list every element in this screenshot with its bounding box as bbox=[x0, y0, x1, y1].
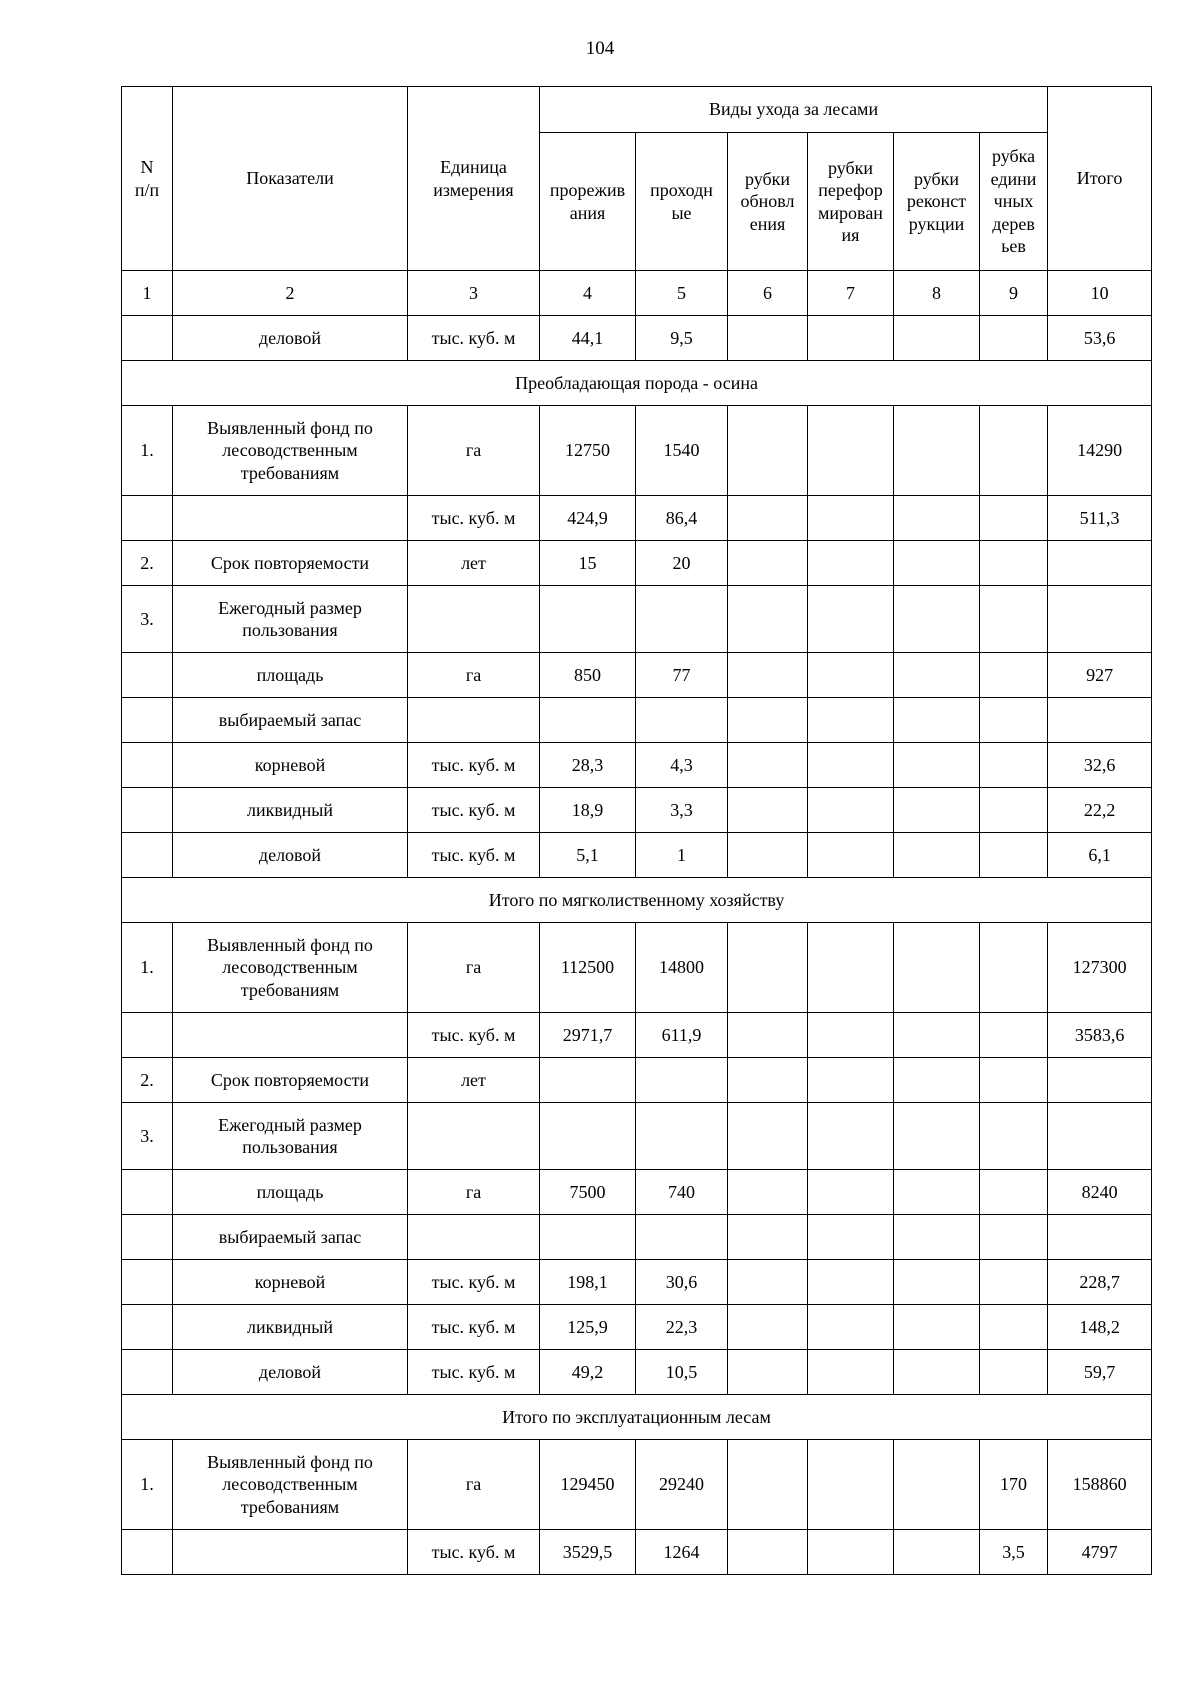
table-row bbox=[122, 833, 1152, 878]
table-row bbox=[122, 316, 1152, 361]
table-cell bbox=[122, 788, 173, 833]
table-cell bbox=[808, 1170, 894, 1215]
table-cell: корневой bbox=[173, 743, 408, 788]
table-row bbox=[122, 1350, 1152, 1395]
col-number: 7 bbox=[808, 271, 894, 316]
table-cell: 5,1 bbox=[540, 833, 636, 878]
table-cell bbox=[728, 923, 808, 1013]
table-cell: 3,3 bbox=[636, 788, 728, 833]
table-cell: тыс. куб. м bbox=[408, 1013, 540, 1058]
table-row bbox=[122, 1530, 1152, 1575]
table-cell bbox=[728, 541, 808, 586]
table-cell bbox=[894, 496, 980, 541]
table-cell bbox=[808, 1530, 894, 1575]
table-cell: ликвидный bbox=[173, 788, 408, 833]
table-cell bbox=[728, 1440, 808, 1530]
table-cell: 424,9 bbox=[540, 496, 636, 541]
table-cell: 28,3 bbox=[540, 743, 636, 788]
table-cell bbox=[980, 1013, 1048, 1058]
header-renewal: рубки обновл ения bbox=[728, 133, 808, 271]
table-cell: 4797 bbox=[1048, 1530, 1152, 1575]
table-cell: ликвидный bbox=[173, 1305, 408, 1350]
table-cell bbox=[980, 653, 1048, 698]
table-cell bbox=[540, 1215, 636, 1260]
table-cell bbox=[408, 586, 540, 653]
table-row bbox=[122, 586, 1152, 653]
table-cell: Выявленный фонд по лесоводственным требованиям bbox=[173, 923, 408, 1013]
table-cell bbox=[894, 1103, 980, 1170]
table-cell: 32,6 bbox=[1048, 743, 1152, 788]
table-cell: корневой bbox=[173, 1260, 408, 1305]
table-cell: деловой bbox=[173, 833, 408, 878]
section-title: Итого по мягколиственному хозяйству bbox=[122, 878, 1152, 923]
table-cell bbox=[894, 833, 980, 878]
table-cell: 1 bbox=[636, 833, 728, 878]
header-passage: проходн ые bbox=[636, 133, 728, 271]
table-cell: 10,5 bbox=[636, 1350, 728, 1395]
table-cell bbox=[808, 586, 894, 653]
table-cell: Срок повторяемости bbox=[173, 541, 408, 586]
table-row bbox=[122, 496, 1152, 541]
table-cell bbox=[728, 1215, 808, 1260]
col-number: 5 bbox=[636, 271, 728, 316]
page-number: 104 bbox=[585, 38, 615, 59]
col-number: 9 bbox=[980, 271, 1048, 316]
table-cell: 129450 bbox=[540, 1440, 636, 1530]
table-cell: Ежегодный размер пользования bbox=[173, 1103, 408, 1170]
table-cell bbox=[408, 1103, 540, 1170]
col-number: 3 bbox=[408, 271, 540, 316]
table-cell: 1264 bbox=[636, 1530, 728, 1575]
table-cell bbox=[894, 1260, 980, 1305]
col-number: 4 bbox=[540, 271, 636, 316]
table-cell: га bbox=[408, 406, 540, 496]
table-cell bbox=[894, 406, 980, 496]
table-cell bbox=[894, 541, 980, 586]
table-cell: площадь bbox=[173, 1170, 408, 1215]
table-cell: 59,7 bbox=[1048, 1350, 1152, 1395]
table-row bbox=[122, 1440, 1152, 1530]
table-cell bbox=[540, 1103, 636, 1170]
table-cell: 850 bbox=[540, 653, 636, 698]
col-number: 6 bbox=[728, 271, 808, 316]
table-cell: 86,4 bbox=[636, 496, 728, 541]
table-cell: 29240 bbox=[636, 1440, 728, 1530]
table-cell bbox=[894, 698, 980, 743]
table-cell: 77 bbox=[636, 653, 728, 698]
table-cell: 14800 bbox=[636, 923, 728, 1013]
table-cell bbox=[980, 1350, 1048, 1395]
table-cell bbox=[728, 496, 808, 541]
table-cell bbox=[728, 1058, 808, 1103]
table-cell bbox=[728, 1103, 808, 1170]
table-cell bbox=[980, 316, 1048, 361]
table-cell: га bbox=[408, 1170, 540, 1215]
table-cell bbox=[122, 833, 173, 878]
table-cell: 3. bbox=[122, 586, 173, 653]
table-cell: тыс. куб. м bbox=[408, 743, 540, 788]
table-cell bbox=[728, 1260, 808, 1305]
table-cell bbox=[1048, 1058, 1152, 1103]
table-cell bbox=[808, 653, 894, 698]
table-cell bbox=[122, 316, 173, 361]
table-row bbox=[122, 1013, 1152, 1058]
table-cell bbox=[122, 1170, 173, 1215]
table-cell: 53,6 bbox=[1048, 316, 1152, 361]
table-cell: 18,9 bbox=[540, 788, 636, 833]
table-cell: тыс. куб. м bbox=[408, 1260, 540, 1305]
table-cell bbox=[728, 1305, 808, 1350]
table-cell: 740 bbox=[636, 1170, 728, 1215]
table-cell bbox=[980, 1260, 1048, 1305]
table-cell bbox=[808, 1305, 894, 1350]
table-cell bbox=[728, 743, 808, 788]
table-row bbox=[122, 743, 1152, 788]
table-row bbox=[122, 1170, 1152, 1215]
table-cell bbox=[808, 541, 894, 586]
table-cell: 2. bbox=[122, 541, 173, 586]
table-cell bbox=[540, 1058, 636, 1103]
table-cell bbox=[894, 1350, 980, 1395]
table-cell bbox=[808, 1440, 894, 1530]
table-cell: деловой bbox=[173, 316, 408, 361]
table-cell: 1. bbox=[122, 406, 173, 496]
section-row bbox=[122, 361, 1152, 406]
col-number: 10 bbox=[1048, 271, 1152, 316]
table-cell bbox=[980, 1058, 1048, 1103]
table-cell: тыс. куб. м bbox=[408, 496, 540, 541]
table-cell bbox=[122, 1305, 173, 1350]
section-row bbox=[122, 878, 1152, 923]
section-title: Итого по эксплуатационным лесам bbox=[122, 1395, 1152, 1440]
table-cell bbox=[122, 1013, 173, 1058]
table-cell bbox=[728, 1350, 808, 1395]
table-cell bbox=[894, 586, 980, 653]
table-cell bbox=[1048, 541, 1152, 586]
table-cell: деловой bbox=[173, 1350, 408, 1395]
table-cell bbox=[808, 1103, 894, 1170]
table-cell: выбираемый запас bbox=[173, 1215, 408, 1260]
table-cell bbox=[122, 1215, 173, 1260]
table-cell: Ежегодный размер пользования bbox=[173, 586, 408, 653]
table-cell bbox=[636, 698, 728, 743]
table-cell: 2. bbox=[122, 1058, 173, 1103]
table-cell: 49,2 bbox=[540, 1350, 636, 1395]
table-cell bbox=[808, 1058, 894, 1103]
table-cell bbox=[894, 923, 980, 1013]
table-cell: 3529,5 bbox=[540, 1530, 636, 1575]
table-cell: 198,1 bbox=[540, 1260, 636, 1305]
table-row bbox=[122, 1058, 1152, 1103]
table-cell bbox=[980, 923, 1048, 1013]
table-row bbox=[122, 406, 1152, 496]
table-cell: 3583,6 bbox=[1048, 1013, 1152, 1058]
table-row bbox=[122, 1260, 1152, 1305]
header-reformation: рубки перефор мирован ия bbox=[808, 133, 894, 271]
table-cell bbox=[1048, 1103, 1152, 1170]
table-cell bbox=[980, 833, 1048, 878]
table-cell bbox=[540, 586, 636, 653]
table-cell bbox=[894, 653, 980, 698]
table-cell: 20 bbox=[636, 541, 728, 586]
table-cell: тыс. куб. м bbox=[408, 833, 540, 878]
table-cell: 1540 bbox=[636, 406, 728, 496]
table-cell bbox=[980, 406, 1048, 496]
table-cell bbox=[980, 1103, 1048, 1170]
table-cell: 112500 bbox=[540, 923, 636, 1013]
table-cell: Выявленный фонд по лесоводственным требованиям bbox=[173, 406, 408, 496]
table-cell bbox=[980, 788, 1048, 833]
table-cell bbox=[408, 698, 540, 743]
table-cell: 3,5 bbox=[980, 1530, 1048, 1575]
table-cell: 148,2 bbox=[1048, 1305, 1152, 1350]
table-cell: 127300 bbox=[1048, 923, 1152, 1013]
table-cell: площадь bbox=[173, 653, 408, 698]
table-cell: 2971,7 bbox=[540, 1013, 636, 1058]
table-cell: 611,9 bbox=[636, 1013, 728, 1058]
header-total: Итого bbox=[1048, 87, 1152, 271]
table-cell: тыс. куб. м bbox=[408, 1305, 540, 1350]
table-cell: лет bbox=[408, 541, 540, 586]
table-cell: 158860 bbox=[1048, 1440, 1152, 1530]
section-row bbox=[122, 1395, 1152, 1440]
table-cell: Срок повторяемости bbox=[173, 1058, 408, 1103]
table-cell bbox=[808, 788, 894, 833]
table-cell bbox=[894, 1058, 980, 1103]
table-cell: 1. bbox=[122, 923, 173, 1013]
table-cell: га bbox=[408, 923, 540, 1013]
table-cell bbox=[173, 1013, 408, 1058]
header-indicators: Показатели bbox=[173, 87, 408, 271]
header-thinning: прорежив ания bbox=[540, 133, 636, 271]
table-cell bbox=[980, 1170, 1048, 1215]
table-cell bbox=[728, 1170, 808, 1215]
table-cell bbox=[728, 698, 808, 743]
table-cell bbox=[980, 1305, 1048, 1350]
table-cell: 7500 bbox=[540, 1170, 636, 1215]
table-cell: тыс. куб. м bbox=[408, 788, 540, 833]
table-cell bbox=[1048, 1215, 1152, 1260]
header-num: N п/п bbox=[122, 87, 173, 271]
table-cell bbox=[894, 1440, 980, 1530]
table-cell bbox=[122, 653, 173, 698]
table-cell: 12750 bbox=[540, 406, 636, 496]
table-cell: 14290 bbox=[1048, 406, 1152, 496]
section-title: Преобладающая порода - осина bbox=[122, 361, 1152, 406]
table-cell bbox=[728, 653, 808, 698]
table-cell: выбираемый запас bbox=[173, 698, 408, 743]
table-cell bbox=[1048, 698, 1152, 743]
table-cell bbox=[728, 1530, 808, 1575]
table-cell bbox=[728, 586, 808, 653]
table-cell: 511,3 bbox=[1048, 496, 1152, 541]
table-cell bbox=[808, 833, 894, 878]
table-cell bbox=[173, 1530, 408, 1575]
table-cell: лет bbox=[408, 1058, 540, 1103]
table-cell: 15 bbox=[540, 541, 636, 586]
table-row bbox=[122, 788, 1152, 833]
table-cell bbox=[894, 1170, 980, 1215]
table-cell bbox=[980, 1215, 1048, 1260]
table-cell bbox=[808, 1350, 894, 1395]
table-cell: 9,5 bbox=[636, 316, 728, 361]
table-cell bbox=[728, 788, 808, 833]
table-cell: тыс. куб. м bbox=[408, 1350, 540, 1395]
table-cell bbox=[122, 1350, 173, 1395]
table-cell bbox=[980, 496, 1048, 541]
table-cell bbox=[894, 316, 980, 361]
table-cell bbox=[636, 1058, 728, 1103]
table-cell bbox=[122, 1260, 173, 1305]
table-cell bbox=[808, 1013, 894, 1058]
table-cell bbox=[636, 1103, 728, 1170]
col-number: 8 bbox=[894, 271, 980, 316]
table-cell bbox=[808, 406, 894, 496]
table-cell: га bbox=[408, 653, 540, 698]
header-single-trees: рубка едини чных дерев ьев bbox=[980, 133, 1048, 271]
table-cell bbox=[808, 698, 894, 743]
table-cell bbox=[894, 1013, 980, 1058]
table-cell: 22,3 bbox=[636, 1305, 728, 1350]
table-cell bbox=[540, 698, 636, 743]
table-cell bbox=[122, 698, 173, 743]
header-reconstruction: рубки реконст рукции bbox=[894, 133, 980, 271]
table-cell bbox=[728, 1013, 808, 1058]
table-cell bbox=[808, 496, 894, 541]
table-cell bbox=[728, 316, 808, 361]
table-cell bbox=[980, 541, 1048, 586]
table-cell: 6,1 bbox=[1048, 833, 1152, 878]
table-row bbox=[122, 653, 1152, 698]
table-cell bbox=[728, 406, 808, 496]
table-cell bbox=[1048, 586, 1152, 653]
table-cell: 3. bbox=[122, 1103, 173, 1170]
table-cell bbox=[980, 743, 1048, 788]
table-cell: тыс. куб. м bbox=[408, 316, 540, 361]
table-cell bbox=[808, 743, 894, 788]
table-cell bbox=[636, 1215, 728, 1260]
table-cell: 170 bbox=[980, 1440, 1048, 1530]
table-cell: Выявленный фонд по лесоводственным требованиям bbox=[173, 1440, 408, 1530]
table-cell bbox=[122, 496, 173, 541]
header-unit: Единица измерения bbox=[408, 87, 540, 271]
table-cell bbox=[980, 698, 1048, 743]
table-cell: 927 bbox=[1048, 653, 1152, 698]
table-cell bbox=[636, 586, 728, 653]
table-cell: 4,3 bbox=[636, 743, 728, 788]
table-cell: 8240 bbox=[1048, 1170, 1152, 1215]
table-cell: тыс. куб. м bbox=[408, 1530, 540, 1575]
table-cell: 44,1 bbox=[540, 316, 636, 361]
table-cell bbox=[894, 1215, 980, 1260]
table-cell bbox=[808, 1260, 894, 1305]
table-cell bbox=[408, 1215, 540, 1260]
table-cell: 30,6 bbox=[636, 1260, 728, 1305]
table-row bbox=[122, 541, 1152, 586]
table-cell bbox=[894, 788, 980, 833]
header-care-types: Виды ухода за лесами bbox=[540, 87, 1048, 133]
table-cell bbox=[728, 833, 808, 878]
col-number: 1 bbox=[122, 271, 173, 316]
table-cell bbox=[894, 1530, 980, 1575]
table-cell bbox=[122, 743, 173, 788]
table-cell bbox=[122, 1530, 173, 1575]
table-row bbox=[122, 1215, 1152, 1260]
table-row bbox=[122, 1103, 1152, 1170]
table-cell: 1. bbox=[122, 1440, 173, 1530]
col-number: 2 bbox=[173, 271, 408, 316]
table-cell: 228,7 bbox=[1048, 1260, 1152, 1305]
table-cell bbox=[808, 316, 894, 361]
table-cell bbox=[980, 586, 1048, 653]
table-cell: 125,9 bbox=[540, 1305, 636, 1350]
table-cell bbox=[808, 1215, 894, 1260]
table-row bbox=[122, 698, 1152, 743]
table-cell bbox=[173, 496, 408, 541]
forest-care-table bbox=[121, 86, 1152, 1575]
table-row bbox=[122, 1305, 1152, 1350]
table-cell bbox=[894, 1305, 980, 1350]
table-cell: га bbox=[408, 1440, 540, 1530]
table-cell: 22,2 bbox=[1048, 788, 1152, 833]
table-row bbox=[122, 923, 1152, 1013]
table-cell bbox=[808, 923, 894, 1013]
table-cell bbox=[894, 743, 980, 788]
